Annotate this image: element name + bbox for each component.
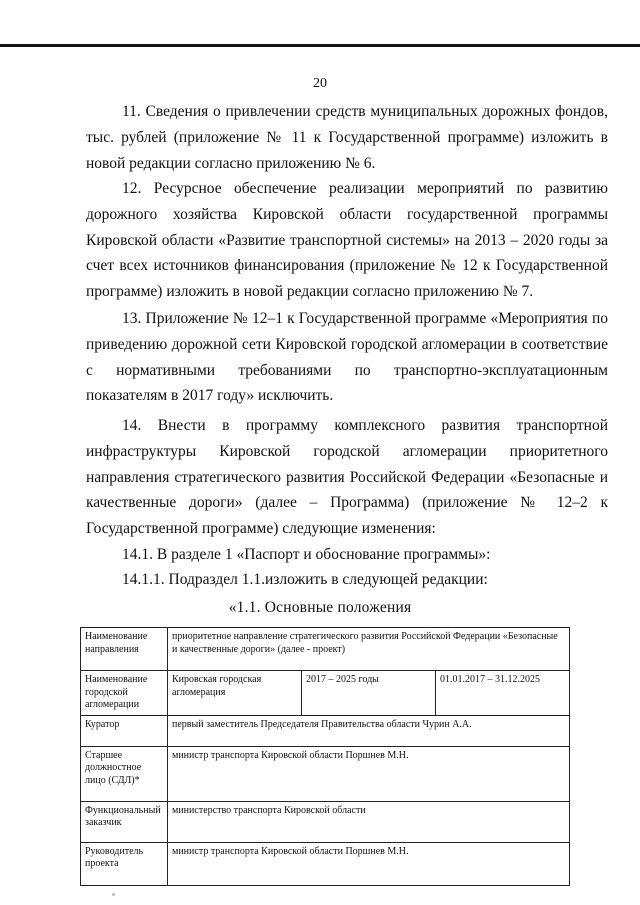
row-label: Старшее должностное лицо (СДЛ)* xyxy=(81,746,168,801)
passport-table xyxy=(80,627,570,886)
row-label: Наименование направления xyxy=(81,628,168,671)
scan-speck xyxy=(112,893,115,896)
row-value: министерство транспорта Кировской области xyxy=(168,801,570,842)
paragraph-14 xyxy=(86,413,608,542)
row-label: Куратор xyxy=(81,715,168,746)
paragraph-text: 14. Внести в программу комплексного развития транспортной инфраструктуры Кировской городской агломерации приоритетного направления стратегического развития Российской Федерации «Безопасные и качественные дороги» (далее – Программа) (приложение № 12–2 к Государственной программе) следующие изменения: xyxy=(86,417,608,538)
paragraph-12 xyxy=(86,176,608,305)
row-dates: 01.01.2017 – 31.12.2025 xyxy=(436,671,570,716)
row-label: Функциональный заказчик xyxy=(81,801,168,842)
paragraph-text: 13. Приложение № 12–1 к Государственной программе «Мероприятия по приведению дорожной сети Кировской городской агломерации в соответствие с нормативными требованиями по транспортно-эксплуатационным показателям в 2017 году» исключить. xyxy=(86,310,608,405)
row-value: Кировская городская агломерация xyxy=(168,671,302,716)
row-value: министр транспорта Кировской области Поршнев М.Н. xyxy=(168,746,570,801)
row-value: приоритетное направление стратегического развития Российской Федерации «Безопасные и качественные дороги» (далее - проект) xyxy=(168,628,570,671)
row-value: министр транспорта Кировской области Поршнев М.Н. xyxy=(168,842,570,885)
table-row xyxy=(81,715,570,746)
header-rule xyxy=(0,44,640,47)
table-row xyxy=(81,746,570,801)
item-14-1-1: 14.1.1. Подраздел 1.1.изложить в следующей редакции: xyxy=(122,571,488,588)
paragraph-11 xyxy=(86,99,608,176)
paragraph-text: 12. Ресурсное обеспечение реализации мероприятий по развитию дорожного хозяйства Кировской области государственной программы Кировской области «Развитие транспортной системы» на 2013 – 2020 годы за счет всех источников финансирования (приложение № 12 к Государственной программе) изложить в новой редакции согласно приложению № 7. xyxy=(86,180,608,301)
section-title: «1.1. Основные положения xyxy=(228,599,412,616)
paragraph-text: 11. Сведения о привлечении средств муниципальных дорожных фондов, тыс. рублей (приложение № 11 к Государственной программе) изложить в новой редакции согласно приложению № 6. xyxy=(86,103,608,172)
table-row xyxy=(81,801,570,842)
row-label: Руководитель проекта xyxy=(81,842,168,885)
row-value: первый заместитель Председателя Правительства области Чурин А.А. xyxy=(168,715,570,746)
paragraph-13 xyxy=(86,306,608,409)
row-years: 2017 – 2025 годы xyxy=(302,671,436,716)
row-label: Наименование городской агломерации xyxy=(81,671,168,716)
page-number: 20 xyxy=(313,76,327,91)
table-row xyxy=(81,628,570,671)
table-row xyxy=(81,671,570,716)
item-14-1: 14.1. В разделе 1 «Паспорт и обоснование программы»: xyxy=(122,546,491,563)
table-row xyxy=(81,842,570,885)
